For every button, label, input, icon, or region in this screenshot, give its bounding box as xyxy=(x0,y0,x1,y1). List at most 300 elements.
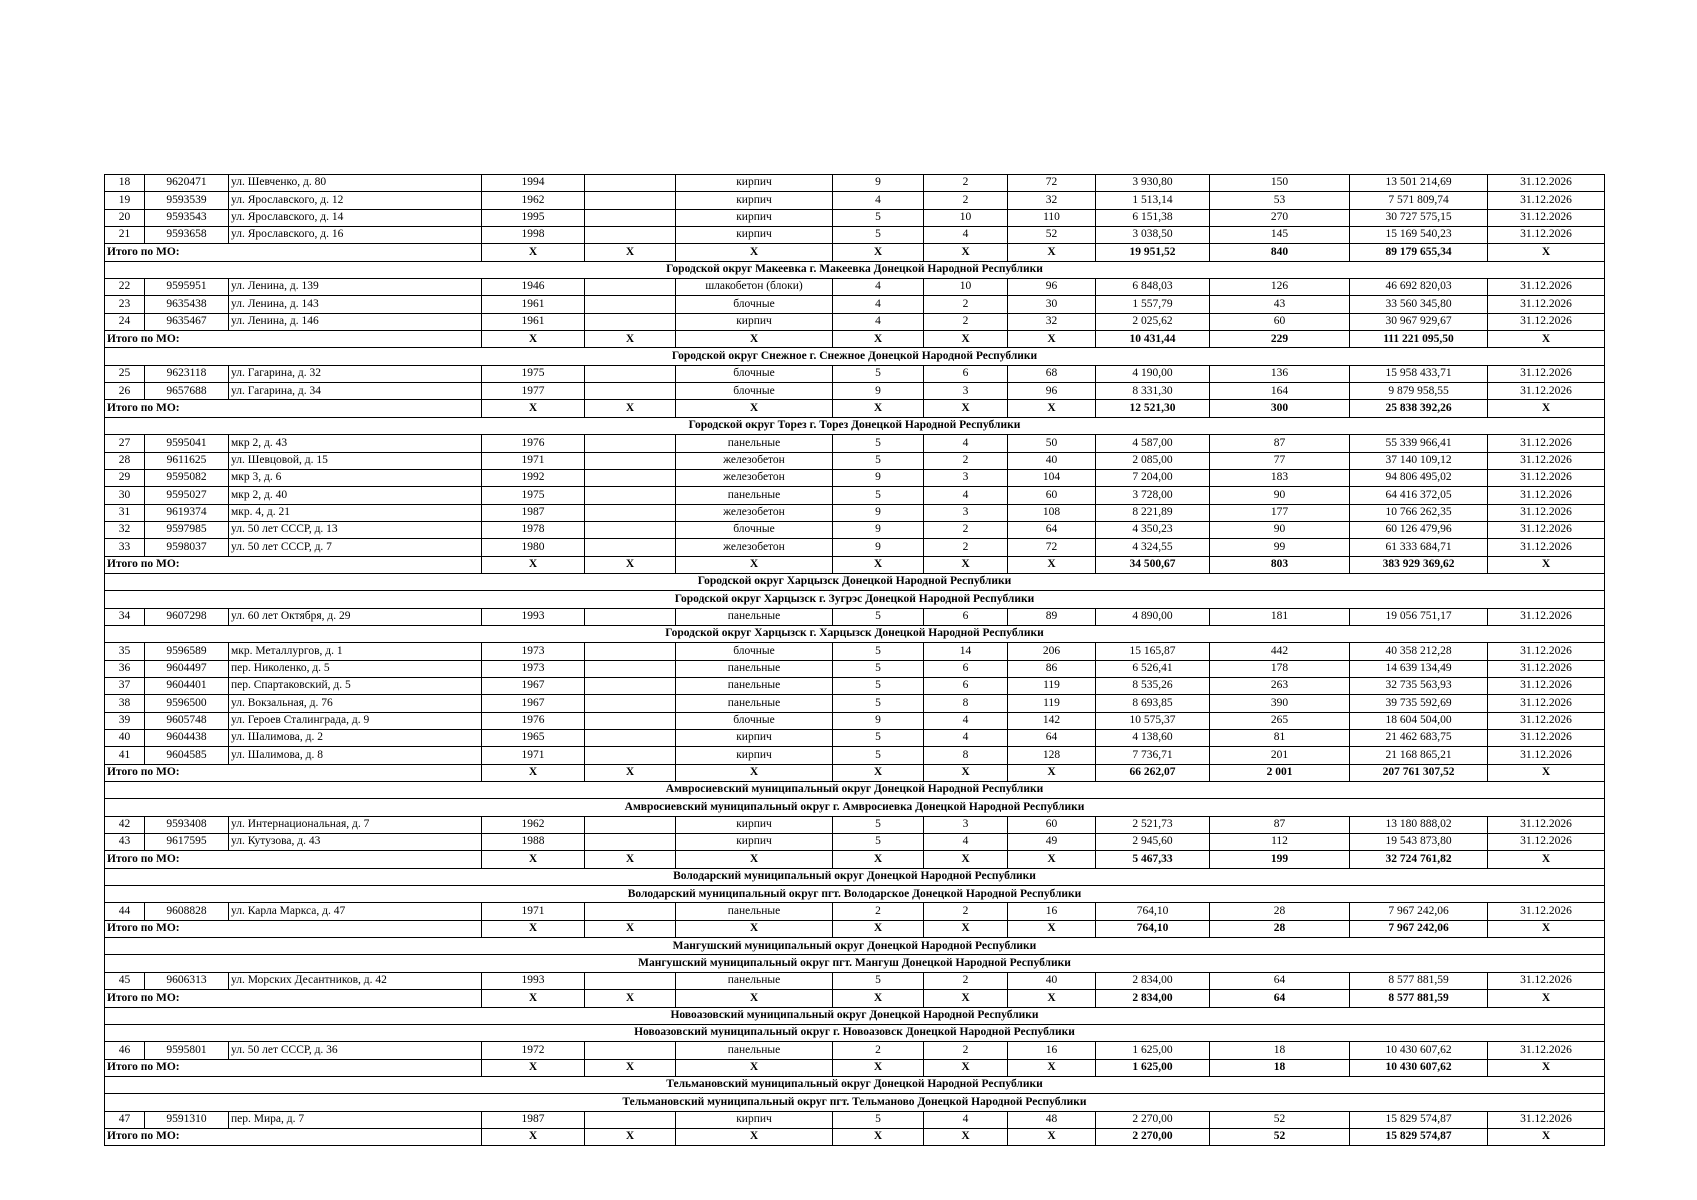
section-title: Новоазовский муниципальный округ Донецкой Народной Республики xyxy=(105,1007,1605,1024)
section-title: Тельмановский муниципальный округ Донецкой Народной Республики xyxy=(105,1076,1605,1093)
table-cell: 1961 xyxy=(482,296,585,313)
table-cell: пер. Мира, д. 7 xyxy=(229,1111,482,1128)
table-cell xyxy=(585,608,676,625)
section-title: Городской округ Харцызск г. Зугрэс Донецкой Народной Республики xyxy=(105,591,1605,608)
total-row xyxy=(105,1128,1605,1145)
total-cell: 5 467,33 xyxy=(1096,851,1210,868)
table-cell: 4 890,00 xyxy=(1096,608,1210,625)
table-cell: 44 xyxy=(105,903,145,920)
total-cell: 25 838 392,26 xyxy=(1350,400,1488,417)
table-cell: ул. 50 лет СССР, д. 36 xyxy=(229,1042,482,1059)
table-cell xyxy=(585,643,676,660)
table-row xyxy=(105,487,1605,504)
table-cell: 1971 xyxy=(482,903,585,920)
table-cell: 31 xyxy=(105,504,145,521)
total-cell: X xyxy=(585,244,676,261)
table-row xyxy=(105,972,1605,989)
section-title: Городской округ Снежное г. Снежное Донецкой Народной Республики xyxy=(105,348,1605,365)
table-cell: 6 151,38 xyxy=(1096,209,1210,226)
total-cell: X xyxy=(924,920,1008,937)
table-cell: 15 165,87 xyxy=(1096,643,1210,660)
table-cell: 3 xyxy=(924,469,1008,486)
table-row xyxy=(105,175,1605,192)
table-cell: 9596589 xyxy=(145,643,229,660)
total-label: Итого по МО: xyxy=(105,990,482,1007)
table-cell: 1971 xyxy=(482,452,585,469)
table-cell: 4 xyxy=(924,712,1008,729)
section-header-row xyxy=(105,417,1605,434)
table-row xyxy=(105,313,1605,330)
table-cell: 8 xyxy=(924,695,1008,712)
table-cell: 6 848,03 xyxy=(1096,279,1210,296)
section-title: Новоазовский муниципальный округ г. Новоазовск Донецкой Народной Республики xyxy=(105,1024,1605,1041)
table-cell: 9598037 xyxy=(145,539,229,556)
table-cell: кирпич xyxy=(676,192,833,209)
table-cell: 9620471 xyxy=(145,175,229,192)
section-title: Городской округ Макеевка г. Макеевка Донецкой Народной Республики xyxy=(105,261,1605,278)
table-cell: 64 xyxy=(1008,521,1096,538)
table-cell: 31.12.2026 xyxy=(1488,469,1605,486)
table-cell: 1976 xyxy=(482,435,585,452)
section-title: Городской округ Харцызск Донецкой Народной Республики xyxy=(105,573,1605,590)
table-cell: 5 xyxy=(833,747,924,764)
table-cell: ул. Ярославского, д. 14 xyxy=(229,209,482,226)
table-cell: 145 xyxy=(1210,227,1350,244)
total-cell: 15 829 574,87 xyxy=(1350,1128,1488,1145)
table-row xyxy=(105,296,1605,313)
total-cell: X xyxy=(833,851,924,868)
total-cell: X xyxy=(585,851,676,868)
table-cell: 2 xyxy=(924,903,1008,920)
total-cell: X xyxy=(585,990,676,1007)
table-cell: панельные xyxy=(676,660,833,677)
total-cell: X xyxy=(1008,920,1096,937)
section-title: Тельмановский муниципальный округ пгт. Тельманово Донецкой Народной Республики xyxy=(105,1094,1605,1111)
table-cell: 38 xyxy=(105,695,145,712)
table-cell: ул. Карла Маркса, д. 47 xyxy=(229,903,482,920)
table-cell: 150 xyxy=(1210,175,1350,192)
table-cell: 3 xyxy=(924,504,1008,521)
table-cell: 10 430 607,62 xyxy=(1350,1042,1488,1059)
table-cell: 3 xyxy=(924,816,1008,833)
total-cell: X xyxy=(1488,556,1605,573)
table-cell xyxy=(585,209,676,226)
table-cell xyxy=(585,1111,676,1128)
table-cell: 31.12.2026 xyxy=(1488,695,1605,712)
total-cell: X xyxy=(833,920,924,937)
total-cell: X xyxy=(585,1128,676,1145)
table-cell: 31.12.2026 xyxy=(1488,365,1605,382)
total-cell: 199 xyxy=(1210,851,1350,868)
table-cell: пер. Спартаковский, д. 5 xyxy=(229,677,482,694)
total-cell: X xyxy=(1008,851,1096,868)
table-cell: блочные xyxy=(676,365,833,382)
table-cell: 90 xyxy=(1210,521,1350,538)
table-cell: 1962 xyxy=(482,192,585,209)
total-cell: X xyxy=(1008,1128,1096,1145)
total-cell: X xyxy=(585,331,676,348)
table-cell: 18 xyxy=(105,175,145,192)
table-cell: кирпич xyxy=(676,816,833,833)
total-cell: 840 xyxy=(1210,244,1350,261)
total-cell: X xyxy=(924,1059,1008,1076)
table-cell: 2 945,60 xyxy=(1096,834,1210,851)
table-cell: 55 339 966,41 xyxy=(1350,435,1488,452)
table-cell: 3 038,50 xyxy=(1096,227,1210,244)
section-header-row xyxy=(105,625,1605,642)
total-row xyxy=(105,244,1605,261)
section-title: Амвросиевский муниципальный округ г. Амвросиевка Донецкой Народной Республики xyxy=(105,799,1605,816)
table-cell: 1992 xyxy=(482,469,585,486)
table-cell: 32 xyxy=(1008,192,1096,209)
total-cell: X xyxy=(1008,400,1096,417)
table-cell xyxy=(585,279,676,296)
total-cell: X xyxy=(924,990,1008,1007)
table-cell: 52 xyxy=(1210,1111,1350,1128)
table-cell xyxy=(585,695,676,712)
section-header-row xyxy=(105,868,1605,885)
table-cell: ул. Шалимова, д. 8 xyxy=(229,747,482,764)
section-title: Амвросиевский муниципальный округ Донецкой Народной Республики xyxy=(105,782,1605,799)
table-cell: 5 xyxy=(833,834,924,851)
table-cell: 390 xyxy=(1210,695,1350,712)
table-cell: 86 xyxy=(1008,660,1096,677)
table-cell xyxy=(585,383,676,400)
total-cell: X xyxy=(1488,851,1605,868)
table-cell: 136 xyxy=(1210,365,1350,382)
table-cell: 50 xyxy=(1008,435,1096,452)
table-cell: 10 xyxy=(924,279,1008,296)
table-row xyxy=(105,435,1605,452)
total-cell: X xyxy=(676,920,833,937)
total-cell: X xyxy=(482,851,585,868)
table-cell: 64 416 372,05 xyxy=(1350,487,1488,504)
total-cell: 803 xyxy=(1210,556,1350,573)
table-cell: 9623118 xyxy=(145,365,229,382)
table-cell xyxy=(585,313,676,330)
table-cell: ул. Шалимова, д. 2 xyxy=(229,730,482,747)
table-cell xyxy=(585,660,676,677)
table-cell: 7 204,00 xyxy=(1096,469,1210,486)
table-cell: 31.12.2026 xyxy=(1488,296,1605,313)
table-cell: 2 xyxy=(833,903,924,920)
total-cell: X xyxy=(585,1059,676,1076)
table-cell: 9 879 958,55 xyxy=(1350,383,1488,400)
table-cell: ул. Кутузова, д. 43 xyxy=(229,834,482,851)
table-cell: 5 xyxy=(833,816,924,833)
table-cell: 9605748 xyxy=(145,712,229,729)
total-cell: 34 500,67 xyxy=(1096,556,1210,573)
table-cell: 1995 xyxy=(482,209,585,226)
table-cell: 23 xyxy=(105,296,145,313)
table-cell: ул. Морских Десантников, д. 42 xyxy=(229,972,482,989)
total-cell: 2 270,00 xyxy=(1096,1128,1210,1145)
table-cell: ул. Ленина, д. 146 xyxy=(229,313,482,330)
table-cell: кирпич xyxy=(676,313,833,330)
table-cell: 2 xyxy=(924,521,1008,538)
table-row xyxy=(105,903,1605,920)
table-cell: 9595951 xyxy=(145,279,229,296)
table-cell: 9596500 xyxy=(145,695,229,712)
table-cell xyxy=(585,469,676,486)
table-cell: 31.12.2026 xyxy=(1488,504,1605,521)
table-cell: 4 xyxy=(833,192,924,209)
table-cell: 1962 xyxy=(482,816,585,833)
table-cell: панельные xyxy=(676,608,833,625)
table-cell: мкр 3, д. 6 xyxy=(229,469,482,486)
table-cell: 1967 xyxy=(482,677,585,694)
table-cell: 15 169 540,23 xyxy=(1350,227,1488,244)
table-cell: 1 625,00 xyxy=(1096,1042,1210,1059)
table-cell: 35 xyxy=(105,643,145,660)
total-cell: X xyxy=(676,764,833,781)
table-cell: 31.12.2026 xyxy=(1488,539,1605,556)
table-cell: панельные xyxy=(676,1042,833,1059)
total-cell: X xyxy=(482,1059,585,1076)
total-cell: X xyxy=(1488,331,1605,348)
table-cell: 4 324,55 xyxy=(1096,539,1210,556)
table-cell: 4 138,60 xyxy=(1096,730,1210,747)
table-cell: мкр. Металлургов, д. 1 xyxy=(229,643,482,660)
total-row xyxy=(105,851,1605,868)
table-cell: 177 xyxy=(1210,504,1350,521)
total-cell: X xyxy=(833,244,924,261)
total-cell: 383 929 369,62 xyxy=(1350,556,1488,573)
table-cell: 40 xyxy=(105,730,145,747)
table-cell: 31.12.2026 xyxy=(1488,383,1605,400)
total-cell: X xyxy=(833,1059,924,1076)
table-cell: 1993 xyxy=(482,972,585,989)
table-cell: 16 xyxy=(1008,903,1096,920)
table-cell: 9593658 xyxy=(145,227,229,244)
table-cell: 8 577 881,59 xyxy=(1350,972,1488,989)
table-cell: 32 735 563,93 xyxy=(1350,677,1488,694)
table-cell: 5 xyxy=(833,608,924,625)
table-cell: 96 xyxy=(1008,279,1096,296)
table-cell: 1971 xyxy=(482,747,585,764)
table-cell: кирпич xyxy=(676,747,833,764)
section-header-row xyxy=(105,886,1605,903)
table-cell: 9 xyxy=(833,383,924,400)
table-cell: 1965 xyxy=(482,730,585,747)
table-cell: 9617595 xyxy=(145,834,229,851)
table-cell xyxy=(585,227,676,244)
table-cell: 94 806 495,02 xyxy=(1350,469,1488,486)
table-cell: панельные xyxy=(676,677,833,694)
table-row xyxy=(105,816,1605,833)
table-cell: ул. Гагарина, д. 32 xyxy=(229,365,482,382)
table-cell: 3 xyxy=(924,383,1008,400)
table-cell: 34 xyxy=(105,608,145,625)
table-cell: 8 331,30 xyxy=(1096,383,1210,400)
total-cell: 19 951,52 xyxy=(1096,244,1210,261)
total-cell: 18 xyxy=(1210,1059,1350,1076)
table-cell: 1994 xyxy=(482,175,585,192)
total-cell: X xyxy=(482,400,585,417)
table-cell: 7 967 242,06 xyxy=(1350,903,1488,920)
table-cell: 4 xyxy=(924,487,1008,504)
table-cell xyxy=(585,504,676,521)
table-cell: 96 xyxy=(1008,383,1096,400)
table-cell: шлакобетон (блоки) xyxy=(676,279,833,296)
table-cell: 60 xyxy=(1008,816,1096,833)
total-cell: X xyxy=(924,556,1008,573)
total-cell: X xyxy=(924,1128,1008,1145)
table-cell: 9593539 xyxy=(145,192,229,209)
table-cell: 5 xyxy=(833,227,924,244)
section-header-row xyxy=(105,782,1605,799)
table-cell: 15 958 433,71 xyxy=(1350,365,1488,382)
total-cell: X xyxy=(676,331,833,348)
table-cell: 64 xyxy=(1008,730,1096,747)
table-cell: 4 xyxy=(924,730,1008,747)
table-cell xyxy=(585,192,676,209)
table-cell: мкр 2, д. 40 xyxy=(229,487,482,504)
housing-table xyxy=(104,174,1605,1146)
table-cell: 8 535,26 xyxy=(1096,677,1210,694)
table-cell: 4 xyxy=(924,227,1008,244)
total-cell: 32 724 761,82 xyxy=(1350,851,1488,868)
total-row xyxy=(105,331,1605,348)
table-cell: 206 xyxy=(1008,643,1096,660)
table-cell: 2 xyxy=(924,972,1008,989)
table-cell: мкр. 4, д. 21 xyxy=(229,504,482,521)
table-cell: 13 501 214,69 xyxy=(1350,175,1488,192)
table-cell: 9607298 xyxy=(145,608,229,625)
table-cell: 31.12.2026 xyxy=(1488,175,1605,192)
total-cell: 764,10 xyxy=(1096,920,1210,937)
total-row xyxy=(105,990,1605,1007)
table-cell: 3 930,80 xyxy=(1096,175,1210,192)
table-cell: 10 766 262,35 xyxy=(1350,504,1488,521)
table-cell: 37 140 109,12 xyxy=(1350,452,1488,469)
total-cell: 300 xyxy=(1210,400,1350,417)
table-cell: 15 829 574,87 xyxy=(1350,1111,1488,1128)
table-cell: 52 xyxy=(1008,227,1096,244)
table-cell: 60 126 479,96 xyxy=(1350,521,1488,538)
total-cell: X xyxy=(482,331,585,348)
table-cell: 9593408 xyxy=(145,816,229,833)
total-cell: X xyxy=(833,400,924,417)
table-cell: 39 xyxy=(105,712,145,729)
table-cell: 9595027 xyxy=(145,487,229,504)
table-cell: 31.12.2026 xyxy=(1488,192,1605,209)
table-cell: 126 xyxy=(1210,279,1350,296)
table-cell: 3 728,00 xyxy=(1096,487,1210,504)
table-cell: 2 270,00 xyxy=(1096,1111,1210,1128)
total-cell: X xyxy=(585,556,676,573)
table-cell: 61 333 684,71 xyxy=(1350,539,1488,556)
table-cell: панельные xyxy=(676,972,833,989)
table-cell: 2 xyxy=(924,175,1008,192)
table-cell: 1987 xyxy=(482,504,585,521)
total-cell: X xyxy=(1008,244,1096,261)
table-cell: 31.12.2026 xyxy=(1488,487,1605,504)
table-cell: блочные xyxy=(676,383,833,400)
table-cell: 5 xyxy=(833,730,924,747)
section-header-row xyxy=(105,955,1605,972)
table-cell: 9604585 xyxy=(145,747,229,764)
table-cell: 9595801 xyxy=(145,1042,229,1059)
table-cell: 31.12.2026 xyxy=(1488,903,1605,920)
table-cell: 89 xyxy=(1008,608,1096,625)
total-cell: X xyxy=(482,1128,585,1145)
table-row xyxy=(105,504,1605,521)
total-cell: X xyxy=(676,851,833,868)
table-cell: 9611625 xyxy=(145,452,229,469)
table-cell: 27 xyxy=(105,435,145,452)
total-cell: 89 179 655,34 xyxy=(1350,244,1488,261)
table-cell: 42 xyxy=(105,816,145,833)
total-cell: 111 221 095,50 xyxy=(1350,331,1488,348)
table-cell: 43 xyxy=(105,834,145,851)
table-row xyxy=(105,365,1605,382)
table-cell: 33 xyxy=(105,539,145,556)
table-cell: 1 513,14 xyxy=(1096,192,1210,209)
table-cell: 31.12.2026 xyxy=(1488,435,1605,452)
total-cell: X xyxy=(1488,990,1605,1007)
total-row xyxy=(105,556,1605,573)
table-cell: ул. Интернациональная, д. 7 xyxy=(229,816,482,833)
table-cell: 77 xyxy=(1210,452,1350,469)
table-cell: 9635467 xyxy=(145,313,229,330)
table-row xyxy=(105,1042,1605,1059)
table-cell: 9595041 xyxy=(145,435,229,452)
total-cell: X xyxy=(1008,1059,1096,1076)
table-cell: 9 xyxy=(833,712,924,729)
table-cell: 7 571 809,74 xyxy=(1350,192,1488,209)
table-cell: 31.12.2026 xyxy=(1488,1042,1605,1059)
table-cell: 5 xyxy=(833,487,924,504)
table-cell: 142 xyxy=(1008,712,1096,729)
table-row xyxy=(105,1111,1605,1128)
section-header-row xyxy=(105,573,1605,590)
table-cell: железобетон xyxy=(676,469,833,486)
table-row xyxy=(105,452,1605,469)
section-title: Володарский муниципальный округ пгт. Володарское Донецкой Народной Республики xyxy=(105,886,1605,903)
table-cell: 30 xyxy=(105,487,145,504)
total-label: Итого по МО: xyxy=(105,920,482,937)
table-cell xyxy=(585,175,676,192)
table-cell: 40 xyxy=(1008,972,1096,989)
table-row xyxy=(105,730,1605,747)
table-cell: 4 190,00 xyxy=(1096,365,1210,382)
table-cell: 21 xyxy=(105,227,145,244)
table-cell: 22 xyxy=(105,279,145,296)
table-cell: 19 xyxy=(105,192,145,209)
table-cell: 31.12.2026 xyxy=(1488,227,1605,244)
total-cell: X xyxy=(585,764,676,781)
table-cell: 442 xyxy=(1210,643,1350,660)
total-row xyxy=(105,1059,1605,1076)
table-cell: 9 xyxy=(833,521,924,538)
table-cell: 1978 xyxy=(482,521,585,538)
table-cell: 48 xyxy=(1008,1111,1096,1128)
table-cell: кирпич xyxy=(676,730,833,747)
table-cell: 270 xyxy=(1210,209,1350,226)
table-cell: 2 834,00 xyxy=(1096,972,1210,989)
table-cell: 8 xyxy=(924,747,1008,764)
table-cell: блочные xyxy=(676,521,833,538)
table-cell: 9619374 xyxy=(145,504,229,521)
table-cell: 32 xyxy=(105,521,145,538)
total-label: Итого по МО: xyxy=(105,1059,482,1076)
table-cell: 4 587,00 xyxy=(1096,435,1210,452)
table-cell xyxy=(585,296,676,313)
table-cell: 6 526,41 xyxy=(1096,660,1210,677)
table-row xyxy=(105,192,1605,209)
table-cell: 31.12.2026 xyxy=(1488,730,1605,747)
